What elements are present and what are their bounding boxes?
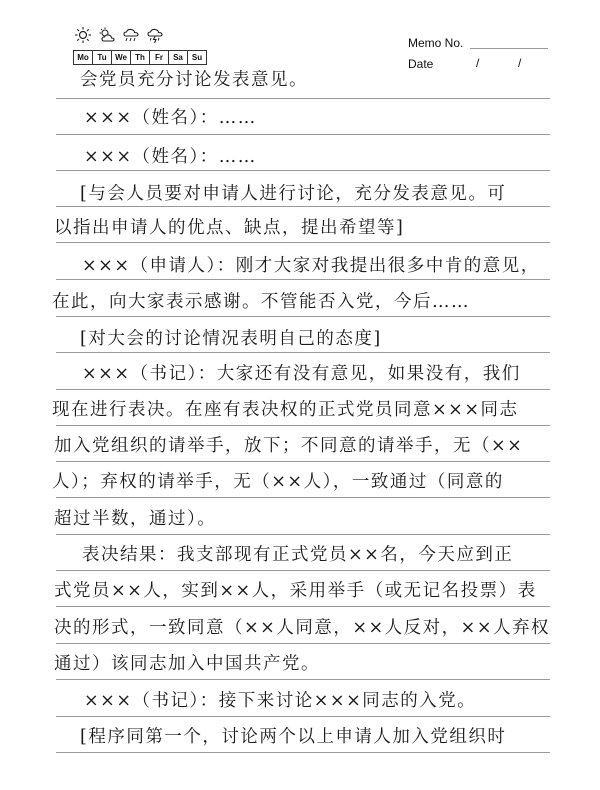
handwritten-line: [与会人员要对申请人进行讨论，充分发表意见。可 xyxy=(80,184,507,204)
ruled-line xyxy=(56,534,550,535)
memo-number-line xyxy=(470,48,548,49)
handwritten-line: ×××（姓名）：…… xyxy=(84,108,257,128)
weekday-box: We xyxy=(111,50,131,65)
handwritten-line: 加入党组织的请举手，放下；不同意的请举手，无（×× xyxy=(54,436,524,456)
weekday-box: Tu xyxy=(92,50,112,65)
handwritten-line: 表决结果：我支部现有正式党员××名，今天应到正 xyxy=(82,545,514,565)
handwritten-line: 决的形式，一致同意（××人同意，××人反对，××人弃权 xyxy=(54,618,550,638)
ruled-line xyxy=(56,352,550,353)
ruled-line xyxy=(56,570,550,571)
ruled-line xyxy=(56,98,550,99)
ruled-line xyxy=(56,389,550,390)
handwritten-line: 人）；弃权的请举手，无（××人），一致通过（同意的 xyxy=(52,472,504,492)
ruled-line xyxy=(56,279,550,280)
handwritten-line: 通过）该同志加入中国共产党。 xyxy=(54,654,320,674)
weekday-box: Su xyxy=(187,50,207,65)
handwritten-line: ×××（申请人）：刚才大家对我提出很多中肯的意见， xyxy=(82,256,540,276)
weather-icons xyxy=(74,26,164,44)
handwritten-line: ×××（书记）：接下来讨论×××同志的入党。 xyxy=(84,691,477,711)
handwritten-line: [程序同第一个，讨论两个以上申请人加入党组织时 xyxy=(80,727,507,747)
weekday-box: Fr xyxy=(149,50,169,65)
ruled-line xyxy=(56,134,550,135)
date-separator: / xyxy=(476,56,480,70)
handwritten-line: 在此，向大家表示感谢。不管能否入党，今后…… xyxy=(52,292,470,312)
ruled-line xyxy=(56,716,550,717)
weekday-box: Mo xyxy=(73,50,93,65)
ruled-line xyxy=(56,497,550,498)
handwritten-line: 现在进行表决。在座有表决权的正式党员同意×××同志 xyxy=(52,400,519,420)
ruled-line xyxy=(56,461,550,462)
weekday-box: Th xyxy=(130,50,150,65)
storm-icon xyxy=(146,26,164,44)
ruled-line xyxy=(56,425,550,426)
date-label: Date xyxy=(408,57,434,71)
ruled-line xyxy=(56,679,550,680)
partly-cloudy-icon xyxy=(98,26,116,44)
handwritten-line: 以指出申请人的优点、缺点，提出希望等] xyxy=(54,218,405,238)
ruled-line xyxy=(56,170,550,171)
ruled-line xyxy=(56,752,550,753)
handwritten-line: 会党员充分讨论发表意见。 xyxy=(80,70,308,90)
weekday-box: Sa xyxy=(168,50,188,65)
weekday-boxes xyxy=(73,50,206,65)
ruled-line xyxy=(56,242,550,243)
sun-icon xyxy=(74,26,92,44)
rain-icon xyxy=(122,26,140,44)
date-separator: / xyxy=(518,56,522,70)
handwritten-line: ×××（书记）：大家还有没有意见，如果没有，我们 xyxy=(82,364,521,384)
handwritten-line: [对大会的讨论情况表明自己的态度] xyxy=(80,329,382,349)
handwritten-line: 超过半数，通过）。 xyxy=(54,509,217,529)
ruled-line xyxy=(56,606,550,607)
ruled-line xyxy=(56,643,550,644)
handwritten-line: 式党员××人，实到××人，采用举手（或无记名投票）表 xyxy=(54,581,537,601)
ruled-line xyxy=(56,206,550,207)
memo-label: Memo No. xyxy=(408,36,464,50)
handwritten-line: ×××（姓名）：…… xyxy=(84,147,257,167)
ruled-line xyxy=(56,316,550,317)
